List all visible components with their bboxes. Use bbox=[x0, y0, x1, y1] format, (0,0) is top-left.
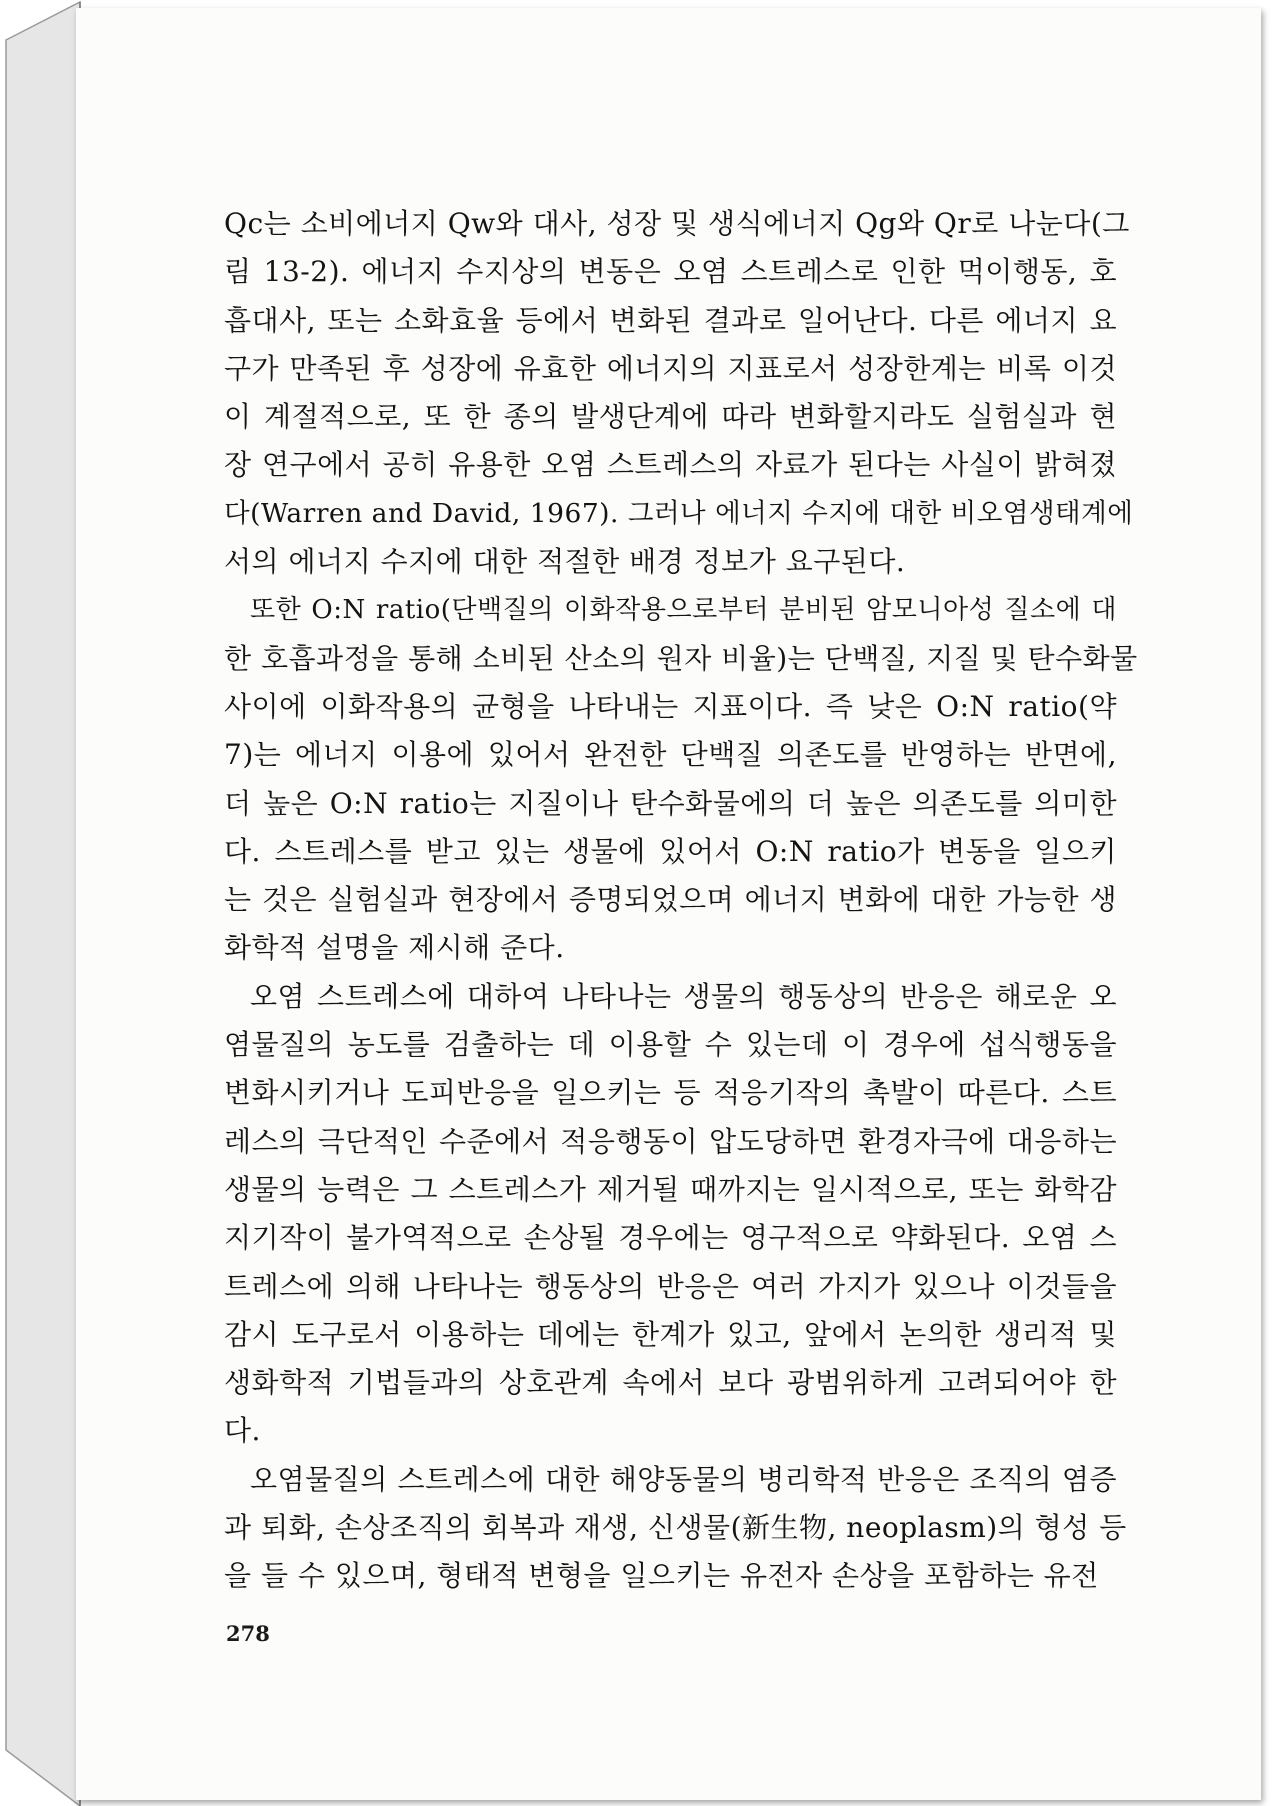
text-line: 서의 에너지 수지에 대한 적절한 배경 정보가 요구된다. bbox=[224, 545, 906, 579]
text-line: 변화시키거나 도피반응을 일으키는 등 적응기작의 촉발이 따른다. 스트 bbox=[224, 1076, 1117, 1110]
text-line: 다. 스트레스를 받고 있는 생물에 있어서 O:N ratio가 변동을 일으키 bbox=[224, 834, 1117, 868]
text-line: 한 호흡과정을 통해 소비된 산소의 원자 비율)는 단백질, 지질 및 탄수화물 bbox=[224, 641, 1138, 675]
text-line: 다. bbox=[224, 1414, 261, 1448]
text-line: 지기작이 불가역적으로 손상될 경우에는 영구적으로 약화된다. 오염 스 bbox=[224, 1221, 1117, 1255]
text-line: 생물의 능력은 그 스트레스가 제거될 때까지는 일시적으로, 또는 화학감 bbox=[224, 1172, 1117, 1206]
text-line: 트레스에 의해 나타나는 행동상의 반응은 여러 가지가 있으나 이것들을 bbox=[224, 1269, 1117, 1303]
text-line: 생화학적 기법들과의 상호관계 속에서 보다 광범위하게 고려되어야 한 bbox=[224, 1366, 1117, 1400]
text-line: 을 들 수 있으며, 형태적 변형을 일으키는 유전자 손상을 포함하는 유전 bbox=[224, 1559, 1099, 1593]
text-line: 감시 도구로서 이용하는 데에는 한계가 있고, 앞에서 논의한 생리적 및 bbox=[224, 1317, 1117, 1351]
text-line: 7)는 에너지 이용에 있어서 완전한 단백질 의존도를 반영하는 반면에, bbox=[224, 738, 1117, 772]
text-line: 또한 O:N ratio(단백질의 이화작용으로부터 분비된 암모니아성 질소에 대 bbox=[250, 595, 1117, 626]
text-line: 과 퇴화, 손상조직의 회복과 재생, 신생물(新生物, neoplasm)의 형성 등 bbox=[224, 1511, 1127, 1545]
text-line: 화학적 설명을 제시해 준다. bbox=[224, 931, 565, 965]
text-line: Qc는 소비에너지 Qw와 대사, 성장 및 생식에너지 Qg와 Qr로 나눈다(그 bbox=[224, 207, 1130, 240]
text-line: 레스의 극단적인 수준에서 적응행동이 압도당하면 환경자극에 대응하는 bbox=[224, 1124, 1117, 1158]
text-line: 사이에 이화작용의 균형을 나타내는 지표이다. 즉 낮은 O:N ratio(약 bbox=[224, 689, 1117, 723]
page-number: 278 bbox=[226, 1621, 270, 1646]
text-line: 림 13-2). 에너지 수지상의 변동은 오염 스트레스로 인한 먹이행동, 호 bbox=[224, 255, 1117, 289]
body-text bbox=[224, 200, 1138, 1601]
text-line: 다(Warren and David, 1967). 그러나 에너지 수지에 대한 비오염생태계에 bbox=[224, 497, 1134, 529]
text-line: 염물질의 농도를 검출하는 데 이용할 수 있는데 이 경우에 섭식행동을 bbox=[224, 1028, 1117, 1062]
text-line: 장 연구에서 공히 유용한 오염 스트레스의 자료가 된다는 사실이 밝혀졌 bbox=[224, 448, 1117, 482]
text-line: 오염 스트레스에 대하여 나타나는 생물의 행동상의 반응은 해로운 오 bbox=[250, 979, 1117, 1013]
text-line: 구가 만족된 후 성장에 유효한 에너지의 지표로서 성장한계는 비록 이것 bbox=[224, 351, 1117, 385]
text-line: 는 것은 실험실과 현장에서 증명되었으며 에너지 변화에 대한 가능한 생 bbox=[224, 883, 1117, 917]
text-line: 이 계절적으로, 또 한 종의 발생단계에 따라 변화할지라도 실험실과 현 bbox=[224, 400, 1117, 434]
text-line: 더 높은 O:N ratio는 지질이나 탄수화물에의 더 높은 의존도를 의미한 bbox=[224, 786, 1117, 820]
text-line: 오염물질의 스트레스에 대한 해양동물의 병리학적 반응은 조직의 염증 bbox=[250, 1462, 1117, 1496]
text-line: 흡대사, 또는 소화효율 등에서 변화된 결과로 일어난다. 다른 에너지 요 bbox=[224, 303, 1117, 337]
